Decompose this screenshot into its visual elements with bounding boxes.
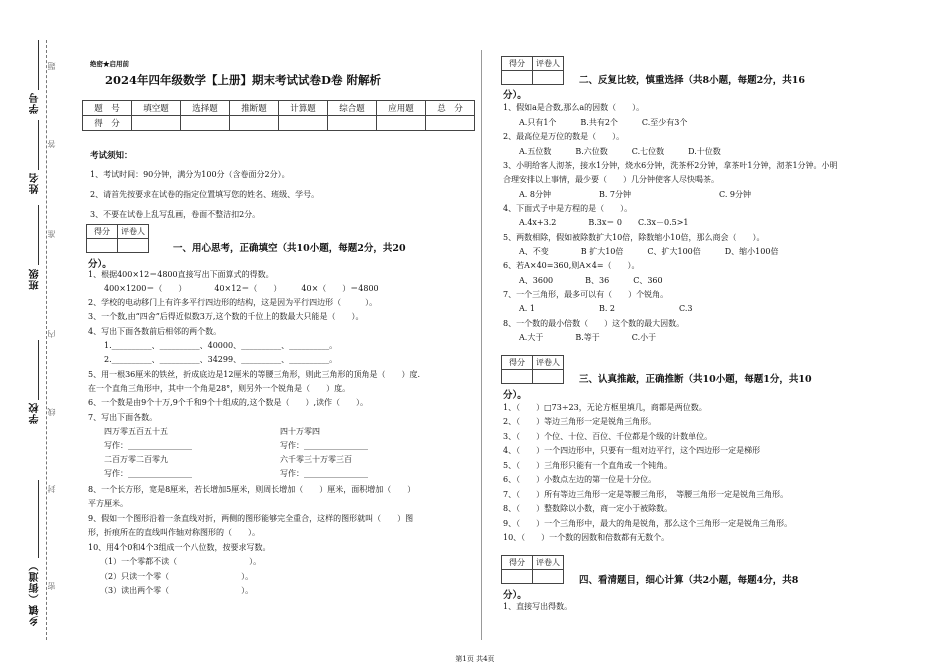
grader-name-cell[interactable]: [533, 570, 564, 584]
question-line: 7、一个三角形，最多可以有（ ）个锐角。: [503, 290, 669, 299]
table-cell: 计算题: [279, 101, 328, 116]
seal-char: 题: [47, 62, 56, 70]
notice-item: 3、不要在试卷上乱写乱画，卷面不整洁扣2分。: [90, 210, 261, 219]
township-label: 乡镇（街道）: [30, 560, 41, 626]
township-blank: [38, 480, 39, 558]
question-line: A.五位数 B.六位数 C.七位数 D.十位数: [503, 147, 721, 156]
grader-score-cell[interactable]: [502, 570, 533, 584]
score-input-cell[interactable]: [377, 116, 426, 131]
column-divider: [481, 50, 482, 640]
section-heading: 三、认真推敲，正确推断（共10小题，每题1分，共10: [579, 374, 812, 385]
question-line: 3、小明给客人沏茶，接水1分钟，烧水6分钟，洗茶杯2分钟，拿茶叶1分钟，沏茶1分钟。小明: [503, 161, 838, 170]
question-line: 9、假如一个图形沿着一条直线对折，两侧的图形能够完全重合，这样的图形就叫（ ）图: [88, 514, 414, 523]
section-heading-cont: 分）。: [503, 390, 527, 401]
grader-name-cell[interactable]: [533, 71, 564, 85]
question-line: 3、（ ）个位、十位、百位、千位都是个级的计数单位。: [503, 432, 713, 441]
class-label: 班级: [30, 268, 41, 290]
score-input-cell[interactable]: [132, 116, 181, 131]
question-line: 7、写出下面各数。: [88, 413, 158, 422]
table-cell: 综合题: [328, 101, 377, 116]
question-line: 8、一个长方形，宽是8厘米，若长增加5厘米，则周长增加（ ）厘米，面积增加（ ）: [88, 485, 416, 494]
grader-name-label: 评卷人: [118, 225, 149, 239]
score-table-score-row: [83, 116, 475, 131]
question-line: 合理安排以上事情，最少要（ ）几分钟使客人尽快喝茶。: [503, 175, 719, 184]
section-heading: 四、看清题目，细心计算（共2小题，每题4分，共8: [579, 575, 799, 586]
question-line: 6、一个数是由9个十万,9个千和9个十组成的,这个数是（ ）,读作（ ）。: [88, 398, 368, 407]
question-line: 8、（ ）整数除以小数，商一定小于被除数。: [503, 504, 673, 513]
question-line: A、3600 B、36 C、360: [503, 276, 663, 285]
question-line: 2、最高位是万位的数是（ ）。: [503, 132, 625, 141]
question-line: A. 1 B. 2 C.3: [503, 304, 693, 313]
question-line: 4、（ ）一个四边形中，只要有一组对边平行，这个四边形一定是梯形: [503, 446, 761, 455]
question-line: 2、学校的电动移门上有许多平行四边形的结构，这是因为平行四边形（ ）。: [88, 298, 378, 307]
question-line: 9、（ ）一个三角形中，最大的角是锐角，那么这个三角形一定是锐角三角形。: [503, 519, 793, 528]
question-line: 10、用4个0和4个3组成一个八位数，按要求写数。: [88, 543, 271, 552]
question-line: （3）读出两个零（ ）。: [88, 586, 254, 595]
score-input-cell[interactable]: [328, 116, 377, 131]
grader-box: [86, 224, 149, 253]
grader-box: [501, 56, 564, 85]
name-label: 姓名: [30, 172, 41, 194]
question-line: 形，折痕所在的直线叫作轴对称图形的（ ）。: [88, 528, 260, 537]
grader-box: [501, 555, 564, 584]
table-cell: 选择题: [181, 101, 230, 116]
question-line: A.只有1个 B.共有2个 C.至少有3个: [503, 118, 688, 127]
school-label: 学校: [30, 402, 41, 424]
table-cell: 总 分: [426, 101, 475, 116]
seal-char: 答: [47, 140, 56, 148]
student-id-blank: [38, 40, 39, 90]
table-cell: 题 号: [83, 101, 132, 116]
notice-item: 2、请首先按要求在试卷的指定位置填写您的姓名、班级、学号。: [90, 190, 320, 199]
seal-char: 封: [47, 485, 56, 493]
seal-char: 准: [47, 230, 56, 238]
question-line: 400×1200＝（ ） 40×12＝（ ） 40×（ ）＝4800: [88, 284, 379, 293]
grader-score-cell[interactable]: [87, 239, 118, 253]
question-line: 1、（ ）□73÷23，无论方框里填几，商都是两位数。: [503, 403, 707, 412]
question-line: 7、（ ）所有等边三角形一定是等腰三角形， 等腰三角形一定是锐角三角形。: [503, 490, 789, 499]
grader-score-label: 得分: [502, 356, 533, 370]
grader-score-cell[interactable]: [502, 71, 533, 85]
seal-dashed-line: [46, 40, 47, 640]
question-line: A. 8分钟 B. 7分钟 C. 9分钟: [503, 190, 752, 199]
question-line: 5、用一根36厘米的铁丝，折成底边是12厘米的等腰三角形，则此三角形的顶角是（ ）度.: [88, 370, 420, 379]
table-cell: 推断题: [230, 101, 279, 116]
score-table: [82, 100, 475, 131]
section-heading-cont: 分）。: [503, 590, 527, 601]
grader-name-label: 评卷人: [533, 356, 564, 370]
question-line: A、不变 B 扩大10倍 C、扩大100倍 D、缩小100倍: [503, 247, 779, 256]
score-input-cell[interactable]: [230, 116, 279, 131]
question-line: 平方厘米。: [88, 499, 128, 508]
school-blank: [38, 340, 39, 400]
question-line: 四万零五百五十五 四十万零四: [88, 427, 320, 436]
class-blank: [38, 205, 39, 265]
question-line: （1）一个零都不读（ ）。: [88, 557, 262, 566]
question-line: 1、直接写出得数。: [503, 602, 573, 611]
question-line: 写作：________________ 写作：________________: [88, 441, 368, 450]
question-line: A.4x+3.2 B.3x＝ 0 C.3x－0.5>1: [503, 218, 689, 227]
section-heading: 二、反复比较，慎重选择（共8小题，每题2分，共16: [579, 75, 805, 86]
question-line: 5、两数相除，假如被除数扩大10倍，除数缩小10倍，那么商会（ ）。: [503, 233, 765, 242]
seal-char: 内: [47, 330, 56, 338]
grader-box: [501, 355, 564, 384]
question-line: 1、假如a是合数,那么a的因数（ ）。: [503, 103, 645, 112]
question-line: 1、根据400×12＝4800直接写出下面算式的得数。: [88, 270, 274, 279]
question-line: 3、一个数,由“四舍”后得近似数3万,这个数的千位上的数最大只能是（ ）。: [88, 312, 364, 321]
score-input-cell[interactable]: [181, 116, 230, 131]
question-line: 二百万零二百零九 六千零三十万零三百: [88, 455, 352, 464]
score-input-cell[interactable]: [279, 116, 328, 131]
table-cell: 得 分: [83, 116, 132, 131]
section-heading-cont: 分）。: [88, 259, 112, 270]
question-line: A.大于 B.等于 C.小于: [503, 333, 657, 342]
question-line: 2.__________、__________、34299、__________、__________。: [88, 355, 338, 364]
grader-score-label: 得分: [87, 225, 118, 239]
page-footer: 第1页 共4页: [455, 655, 495, 663]
question-line: 在一个直角三角形中，其中一个角是28°，则另外一个锐角是（ ）度。: [88, 384, 351, 393]
question-line: 10、（ ）一个数的因数和倍数都有无数个。: [503, 533, 670, 542]
score-table-header-row: [83, 101, 475, 116]
grader-score-label: 得分: [502, 57, 533, 71]
question-line: 4、下面式子中是方程的是（ ）。: [503, 204, 633, 213]
notice-item: 1、考试时间：90分钟，满分为100分（含卷面分2分）。: [90, 170, 290, 179]
question-line: 5、（ ）三角形只能有一个直角或一个钝角。: [503, 461, 673, 470]
question-line: 写作：________________ 写作：________________: [88, 469, 368, 478]
question-line: （2）只读一个零（ ）。: [88, 572, 254, 581]
name-blank: [38, 120, 39, 170]
question-line: 8、一个数的最小倍数（ ）这个数的最大因数。: [503, 319, 685, 328]
student-id-label: 学号: [30, 92, 41, 114]
seal-char: 线: [47, 408, 56, 416]
table-cell: 应用题: [377, 101, 426, 116]
notice-heading: 考试须知：: [90, 151, 133, 161]
grader-name-label: 评卷人: [533, 57, 564, 71]
question-line: 2、（ ）等边三角形一定是锐角三角形。: [503, 417, 657, 426]
grader-name-cell[interactable]: [533, 370, 564, 384]
section-heading-cont: 分）。: [503, 90, 527, 101]
question-line: 4、写出下面各数前后相邻的两个数。: [88, 327, 222, 336]
binding-margin: [0, 0, 75, 671]
grader-score-label: 得分: [502, 556, 533, 570]
grader-name-cell[interactable]: [118, 239, 149, 253]
score-input-cell[interactable]: [426, 116, 475, 131]
section-heading: 一、用心思考，正确填空（共10小题，每题2分，共20: [173, 243, 406, 254]
table-cell: 填空题: [132, 101, 181, 116]
seal-char: 密: [47, 582, 56, 590]
question-line: 6、（ ）小数点左边的第一位是十分位。: [503, 475, 657, 484]
question-line: 1.__________、__________、40000、__________、__________。: [88, 341, 338, 350]
page-title: 2024年四年级数学【上册】期末考试试卷D卷 附解析: [105, 73, 381, 87]
grader-name-label: 评卷人: [533, 556, 564, 570]
grader-score-cell[interactable]: [502, 370, 533, 384]
secret-label: 绝密★启用前: [90, 60, 129, 68]
question-line: 6、若A×40=360,则A×4=（ ）。: [503, 261, 640, 270]
